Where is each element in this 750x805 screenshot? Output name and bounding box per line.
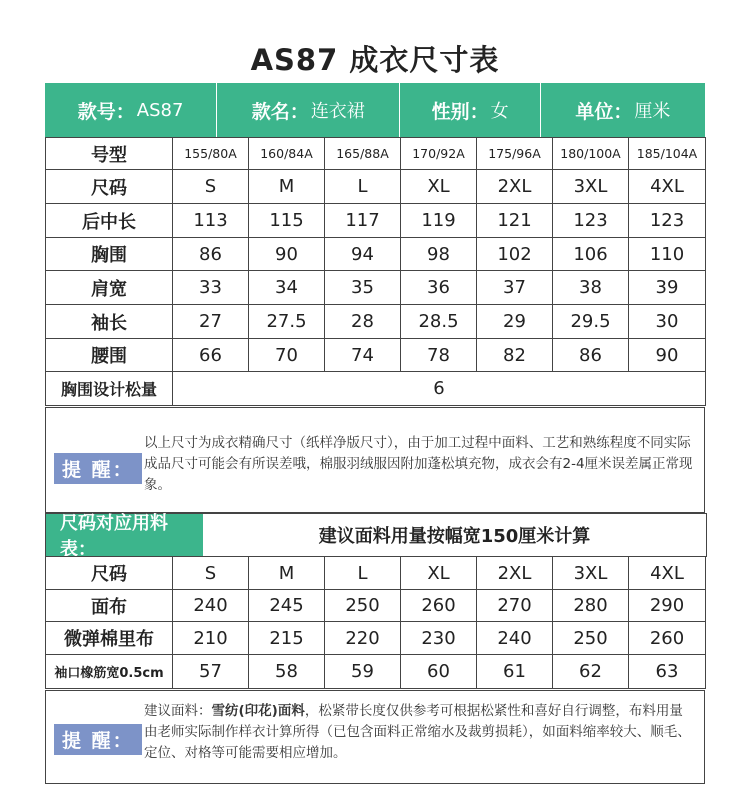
table-cell: 28 xyxy=(325,305,401,339)
table-cell: 245 xyxy=(249,590,325,622)
table-cell: 2XL xyxy=(477,557,553,590)
table-row xyxy=(46,655,706,689)
unit-label: 单位： xyxy=(575,100,633,123)
table-cell: 27 xyxy=(173,305,249,339)
table-cell: 290 xyxy=(629,590,706,622)
table-cell: 98 xyxy=(401,238,477,271)
table-cell: 29 xyxy=(477,305,553,339)
table-cell: 90 xyxy=(249,238,325,271)
fabric-note xyxy=(45,690,705,784)
table-cell: 2XL xyxy=(477,170,553,204)
table-cell: 63 xyxy=(629,655,706,689)
table-row xyxy=(46,590,706,622)
style-no-label: 款号： xyxy=(77,100,135,123)
table-cell: M xyxy=(249,557,325,590)
row-label: 胸围设计松量 xyxy=(46,372,173,406)
table-cell: 165/88A xyxy=(325,138,401,170)
table-cell: 230 xyxy=(401,622,477,655)
table-cell: 28.5 xyxy=(401,305,477,339)
table-cell: 70 xyxy=(249,339,325,372)
table-cell: 86 xyxy=(553,339,629,372)
table-cell: 113 xyxy=(173,204,249,238)
table-cell: 102 xyxy=(477,238,553,271)
unit-field xyxy=(541,83,705,137)
table-cell: 62 xyxy=(553,655,629,689)
table-cell: 3XL xyxy=(553,170,629,204)
note-text xyxy=(144,701,696,764)
table-cell: 4XL xyxy=(629,557,706,590)
table-cell: XL xyxy=(401,557,477,590)
fabric-recommendation: 雪纺(印花)面料 xyxy=(211,703,305,719)
table-cell: 82 xyxy=(477,339,553,372)
tip-badge: 提 醒： xyxy=(54,453,142,484)
table-cell: 220 xyxy=(325,622,401,655)
row-label: 微弹棉里布 xyxy=(46,622,173,655)
table-row xyxy=(46,372,706,406)
note-prefix: 建议面料： xyxy=(144,703,212,719)
table-cell: S xyxy=(173,557,249,590)
row-label: 袖口橡筋宽0.5cm xyxy=(46,655,173,689)
table-cell: 250 xyxy=(325,590,401,622)
row-label: 面布 xyxy=(46,590,173,622)
table-cell: 94 xyxy=(325,238,401,271)
size-note xyxy=(45,407,705,513)
table-cell: 36 xyxy=(401,271,477,305)
name-field xyxy=(217,83,400,137)
table-cell: 155/80A xyxy=(173,138,249,170)
style-no-value: AS87 xyxy=(136,99,184,121)
table-cell: 61 xyxy=(477,655,553,689)
table-cell: 39 xyxy=(629,271,706,305)
table-cell: 30 xyxy=(629,305,706,339)
table-row xyxy=(46,204,706,238)
table-row xyxy=(46,170,706,204)
gender-label: 性别： xyxy=(431,100,489,123)
note-text: 以上尺寸为成衣精确尺寸（纸样净版尺寸），由于加工过程中面料、工艺和熟练程度不同实际成品尺寸可能会有所误差哦，棉服羽绒服因附加蓬松填充物，成衣会有2-4厘米误差属正常现象。 xyxy=(144,435,693,493)
table-cell: 35 xyxy=(325,271,401,305)
table-cell: 37 xyxy=(477,271,553,305)
table-cell: 59 xyxy=(325,655,401,689)
style-no-field xyxy=(45,83,217,137)
table-cell: 106 xyxy=(553,238,629,271)
table-row xyxy=(46,138,706,170)
table-cell: 160/84A xyxy=(249,138,325,170)
fabric-table xyxy=(45,556,706,689)
table-cell: 180/100A xyxy=(553,138,629,170)
table-cell: L xyxy=(325,557,401,590)
table-cell: 175/96A xyxy=(477,138,553,170)
table-cell: M xyxy=(249,170,325,204)
table-cell: 123 xyxy=(553,204,629,238)
unit-value: 厘米 xyxy=(634,101,671,122)
table-cell: 250 xyxy=(553,622,629,655)
ease-value: 6 xyxy=(173,372,706,406)
tip-badge: 提 醒： xyxy=(54,724,142,755)
table-cell: 90 xyxy=(629,339,706,372)
table-row xyxy=(46,305,706,339)
table-cell: 86 xyxy=(173,238,249,271)
row-label: 胸围 xyxy=(46,238,173,271)
table-row xyxy=(46,238,706,271)
page-title: AS87 成衣尺寸表 xyxy=(250,43,500,77)
table-cell: 60 xyxy=(401,655,477,689)
table-cell: 115 xyxy=(249,204,325,238)
table-cell: 27.5 xyxy=(249,305,325,339)
table-cell: 34 xyxy=(249,271,325,305)
table-cell: 280 xyxy=(553,590,629,622)
table-cell: 270 xyxy=(477,590,553,622)
gender-value: 女 xyxy=(490,101,509,122)
row-label: 肩宽 xyxy=(46,271,173,305)
name-value: 连衣裙 xyxy=(310,101,365,122)
row-label: 腰围 xyxy=(46,339,173,372)
table-cell: 78 xyxy=(401,339,477,372)
table-cell: 260 xyxy=(629,622,706,655)
table-cell: 185/104A xyxy=(629,138,706,170)
fabric-section-subtitle: 建议面料用量按幅宽150厘米计算 xyxy=(318,526,591,547)
table-cell: 33 xyxy=(173,271,249,305)
table-cell: 210 xyxy=(173,622,249,655)
spec-header-bar xyxy=(45,83,705,137)
table-cell: XL xyxy=(401,170,477,204)
table-cell: 29.5 xyxy=(553,305,629,339)
row-label: 袖长 xyxy=(46,305,173,339)
gender-field xyxy=(400,83,540,137)
fabric-section-header xyxy=(45,513,707,560)
row-label: 号型 xyxy=(46,138,173,170)
table-cell: 57 xyxy=(173,655,249,689)
table-cell: 3XL xyxy=(553,557,629,590)
table-cell: 260 xyxy=(401,590,477,622)
table-cell: L xyxy=(325,170,401,204)
table-cell: 74 xyxy=(325,339,401,372)
table-cell: 38 xyxy=(553,271,629,305)
table-cell: 170/92A xyxy=(401,138,477,170)
table-cell: 117 xyxy=(325,204,401,238)
table-row xyxy=(46,557,706,590)
table-cell: 240 xyxy=(477,622,553,655)
table-row xyxy=(46,622,706,655)
table-row xyxy=(46,339,706,372)
table-cell: 58 xyxy=(249,655,325,689)
table-cell: 110 xyxy=(629,238,706,271)
table-cell: 123 xyxy=(629,204,706,238)
table-cell: 215 xyxy=(249,622,325,655)
row-label: 尺码 xyxy=(46,170,173,204)
table-cell: 119 xyxy=(401,204,477,238)
table-cell: 4XL xyxy=(629,170,706,204)
table-row xyxy=(46,271,706,305)
table-cell: 66 xyxy=(173,339,249,372)
size-table xyxy=(45,137,706,406)
fabric-section-label: 尺码对应用料表： xyxy=(46,514,203,556)
table-cell: S xyxy=(173,170,249,204)
name-label: 款名： xyxy=(251,100,309,123)
table-cell: 121 xyxy=(477,204,553,238)
row-label: 尺码 xyxy=(46,557,173,590)
row-label: 后中长 xyxy=(46,204,173,238)
table-cell: 240 xyxy=(173,590,249,622)
note-body: ，松紧带长度仅供参考可根据松紧性和喜好自行调整，布料用量由老师实际制作样衣计算所得（已包含面料正常缩水及裁剪损耗），如面料缩率较大、顺毛、定位、对格等可能需要相应增加。 xyxy=(144,703,691,761)
